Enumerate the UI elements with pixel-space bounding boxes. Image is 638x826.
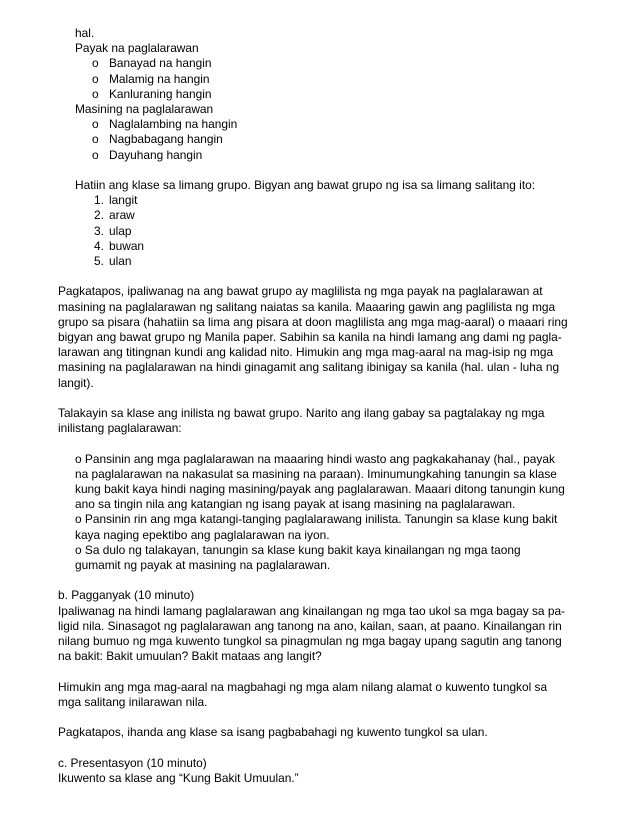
hatiin-text: Hatiin ang klase sa limang grupo. Bigyan ang bawat grupo ng isa sa limang salitang ito:: [75, 178, 536, 193]
list-item: o Nagbabagang hangin: [92, 132, 223, 147]
text-line: o Sa dulo ng talakayan, tanungin sa klase kung bakit kaya kinailangan ng mga taong: [75, 542, 521, 557]
document-page: [58, 26, 598, 786]
masining-list: [58, 117, 598, 163]
text-line: Ipaliwanag na hindi lamang paglalarawan ang kinailangan ng mga tao ukol sa mga bagay sa pa-: [58, 603, 566, 618]
masining-heading: Masining na paglalarawan: [75, 102, 214, 117]
list-item: 2. araw: [94, 208, 135, 223]
paragraph-pagkatapos: [58, 284, 598, 390]
text-line: masining na paglalarawan na hindi ginagamit ang salitang ibinigay sa kanila (hal. ulan - luha ng: [58, 360, 560, 375]
text-line: larawan ang titingnan kundi ang kalidad nito. Himukin ang mga mag-aaral na mag-isip ng mga: [58, 345, 554, 360]
text-line: o Pansinin rin ang mga katangi-tanging paglalarawang inilista. Tanungin sa klase kung bakit: [75, 512, 558, 527]
section-pagganyak: [58, 588, 598, 664]
payak-heading: Payak na paglalarawan: [75, 41, 199, 56]
text-line: bigyan ang bawat grupo ng Manila paper. Sabihin sa kanila na hindi lamang ang dami ng pagla-: [58, 330, 562, 345]
section-presentasyon: [58, 756, 598, 786]
text-line: grupo sa pisara (hahatiin sa lima ang pisara at doon maglilista ang mga mag-aaral) o maaari ring: [58, 314, 568, 329]
list-item: o Banayad na hangin: [92, 56, 212, 71]
intro-tail: hal.: [75, 26, 95, 40]
text-line: Himukin ang mga mag-aaral na magbahagi ng mga alam nilang alamat o kuwento tungkol sa: [58, 679, 548, 694]
section-heading: b. Pagganyak (10 minuto): [58, 588, 195, 603]
text-line: ligid nila. Sinasagot ng paglalarawan ang tanong na ano, kailan, saan, at paano. Kinailangan rin: [58, 618, 562, 633]
list-item: o Kanluraning hangin: [92, 86, 212, 101]
text-line: Pagkatapos, ipaliwanag na ang bawat grupo ay maglilista ng mga payak na paglalarawan at: [58, 284, 543, 299]
list-item: 5. ulan: [94, 254, 132, 269]
section-heading: c. Presentasyon (10 minuto): [58, 755, 207, 770]
list-item: o Dayuhang hangin: [92, 147, 203, 162]
text-line: nilang bumuo ng mga kuwento tungkol sa pinagmulan ng mga bagay upang sagutin ang tanong: [58, 634, 562, 649]
text-line: inilistang paglalarawan:: [58, 421, 182, 436]
text-line: ano sa tingin nila ang katangian ng isang payak at isang masining na paglalarawan.: [75, 497, 516, 512]
list-item: o Malamig na hangin: [92, 71, 210, 86]
list-item: 1. langit: [94, 193, 138, 208]
text-line: Ikuwento sa klase ang “Kung Bakit Umuulan.”: [58, 770, 299, 785]
list-item: o Naglalambing na hangin: [92, 117, 238, 132]
payak-list: [58, 56, 598, 102]
paragraph-talakayin: [58, 406, 598, 436]
list-item: 4. buwan: [94, 238, 145, 253]
paragraph-ihanda: Pagkatapos, ihanda ang klase sa isang pagbabahagi ng kuwento tungkol sa ulan.: [58, 725, 488, 740]
paragraph-himukin: [58, 680, 598, 710]
text-line: Talakayin sa klase ang inilista ng bawat grupo. Narito ang ilang gabay sa pagtalakay ng mga: [58, 406, 545, 421]
text-line: mga salitang inilarawan nila.: [58, 694, 208, 709]
text-line: gumamit ng payak at masining na paglalarawan.: [75, 558, 331, 573]
text-line: langit).: [58, 375, 94, 390]
list-item: 3. ulap: [94, 223, 132, 238]
text-line: kung bakit kaya hindi naging masining/payak ang paglalarawan. Maaari ditong tanungin kung: [75, 482, 565, 497]
text-line: o Pansinin ang mga paglalarawan na maaaring hindi wasto ang pagkakahanay (hal., payak: [75, 451, 555, 466]
gabay-list: [58, 452, 598, 574]
text-line: kaya naging epektibo ang paglalarawan na iyon.: [75, 527, 330, 542]
text-line: masining na paglalarawan ng salitang naiatas sa kanila. Maaaring gawin ang paglilista ng mga: [58, 299, 556, 314]
text-line: na bakit: Bakit umuulan? Bakit mataas ang langit?: [58, 649, 322, 664]
text-line: na paglalarawan na nakasulat sa masining na paraan). Iminumungkahing tanungin sa klase: [75, 466, 557, 481]
words-list: [58, 193, 598, 269]
